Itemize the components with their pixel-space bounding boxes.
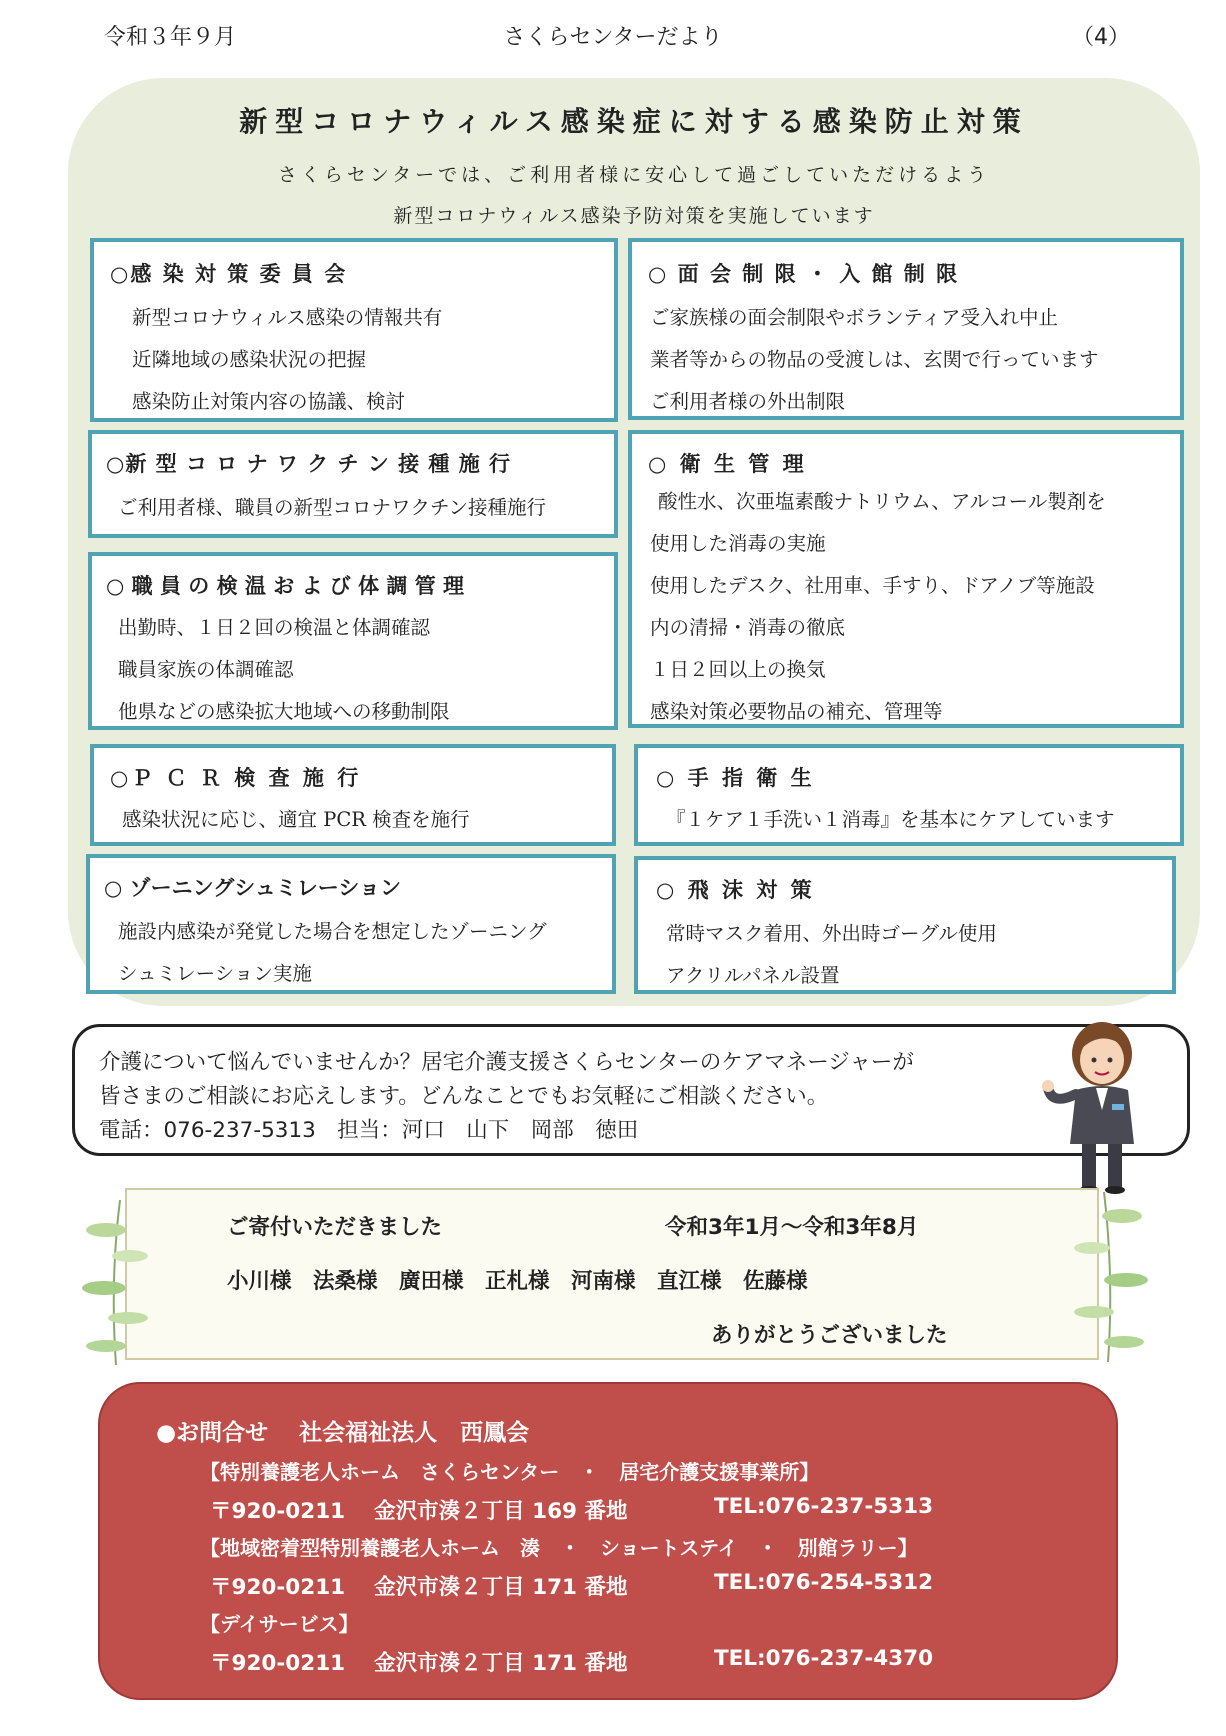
- contact-address-1: 〒920-0211 金沢市湊２丁目 169 番地: [210, 1499, 628, 1524]
- box-title: ○ ゾーニングシュミレーション: [104, 876, 401, 900]
- box-infection-committee: [90, 238, 618, 422]
- box-zoning: [86, 854, 616, 994]
- box-vaccination: [88, 430, 618, 538]
- donation-heading: ご寄付いただきました: [227, 1215, 443, 1240]
- contact-org-1: 【特別養護老人ホーム さくらセンター ・ 居宅介護支援事業所】: [200, 1460, 820, 1484]
- box-title: ○ 手 指 衛 生: [656, 766, 815, 790]
- left-leg: [1082, 1144, 1096, 1188]
- newsletter-title: さくらセンターだより: [503, 25, 723, 50]
- left-leaf-decoration: [80, 1190, 150, 1370]
- box-line: シュミレーション実施: [118, 962, 312, 985]
- intro-line-2: 新型コロナウィルス感染予防対策を実施しています: [393, 205, 875, 227]
- box-line: ご利用者様、職員の新型コロナワクチン接種施行: [118, 496, 547, 519]
- box-line: ご利用者様の外出制限: [650, 390, 846, 413]
- right-eye: [1108, 1058, 1113, 1063]
- box-staff-health: [88, 552, 618, 730]
- leaf-shape: [1104, 1273, 1148, 1287]
- left-eye: [1092, 1058, 1097, 1063]
- box-line: 職員家族の体調確認: [118, 658, 294, 681]
- box-line: 出勤時、１日２回の検温と体調確認: [118, 616, 431, 639]
- box-title: ○ 衛 生 管 理: [648, 452, 807, 476]
- box-line: 内の清掃・消毒の徹底: [650, 616, 846, 639]
- box-line: 施設内感染が発覚した場合を想定したゾーニング: [118, 920, 547, 943]
- contact-heading: ●お問合せ 社会福祉法人 西鳳会: [156, 1420, 530, 1446]
- contact-box: [98, 1382, 1118, 1700]
- page-number: （4）: [1072, 25, 1130, 50]
- contact-tel-2: TEL:076-254-5312: [714, 1570, 934, 1595]
- leaf-shape: [108, 1312, 148, 1324]
- consult-line-2: 皆さまのご相談にお応えします。どんなことでもお気軽にご相談ください。: [99, 1084, 829, 1109]
- header-date: 令和３年９月: [104, 25, 237, 50]
- main-title: 新型コロナウィルス感染症に対する感染防止対策: [239, 105, 1029, 138]
- contact-tel-1: TEL:076-237-5313: [714, 1494, 934, 1519]
- box-line: 使用した消毒の実施: [650, 532, 826, 555]
- leaf-shape: [1074, 1306, 1114, 1318]
- box-line: 業者等からの物品の受渡しは、玄関で行っています: [650, 348, 1099, 371]
- box-droplet: [634, 856, 1176, 994]
- box-visit-restrictions: [628, 238, 1184, 420]
- donation-frame: [125, 1188, 1099, 1360]
- box-line: 他県などの感染拡大地域への移動制限: [118, 700, 450, 723]
- donation-thanks: ありがとうございました: [711, 1323, 948, 1348]
- box-hand-hygiene: [634, 744, 1184, 846]
- box-title: ○ 面 会 制 限 ・ 入 館 制 限: [648, 262, 960, 286]
- consult-line-1: 介護について悩んでいませんか？居宅介護支援さくらセンターのケアマネージャーが: [99, 1050, 914, 1075]
- leaf-shape: [86, 1223, 126, 1237]
- badge-shape: [1112, 1104, 1124, 1110]
- leaf-shape: [1074, 1242, 1110, 1254]
- box-hygiene: [628, 430, 1184, 728]
- contact-tel-3: TEL:076-237-4370: [714, 1646, 934, 1671]
- contact-org-2: 【地域密着型特別養護老人ホーム 湊 ・ ショートステイ ・ 別館ラリー】: [200, 1536, 918, 1560]
- consult-phone: 電話：076-237-5313 担当：河口 山下 岡部 徳田: [99, 1118, 639, 1143]
- box-pcr: [90, 744, 616, 846]
- box-line: 新型コロナウィルス感染の情報共有: [132, 306, 443, 329]
- box-line: 近隣地域の感染状況の把握: [132, 348, 367, 371]
- box-line: 感染対策必要物品の補充、管理等: [650, 700, 943, 723]
- donation-period: 令和3年1月～令和3年8月: [665, 1215, 919, 1240]
- box-title: ○ 飛 沫 対 策: [656, 878, 815, 902]
- contact-org-3: 【デイサービス】: [200, 1612, 359, 1636]
- box-title: ○新 型 コ ロ ナ ワ ク チ ン 接 種 施 行: [106, 452, 512, 476]
- intro-line-1: さくらセンターでは、ご利用者様に安心して過ごしていただけるよう: [277, 164, 991, 186]
- leaf-shape: [86, 1340, 126, 1352]
- box-line: 感染防止対策内容の協議、検討: [132, 390, 406, 413]
- box-line: 酸性水、次亜塩素酸ナトリウム、アルコール製剤を: [658, 490, 1106, 513]
- hand-shape: [1042, 1080, 1054, 1092]
- box-line: １日２回以上の換気: [650, 658, 826, 681]
- box-line: 使用したデスク、社用車、手すり、ドアノブ等施設: [650, 574, 1095, 597]
- box-title: ○ 職 員 の 検 温 お よ び 体 調 管 理: [106, 574, 465, 598]
- box-line: 『１ケア１手洗い１消毒』を基本にケアしています: [666, 808, 1115, 831]
- box-line: アクリルパネル設置: [666, 964, 840, 987]
- leaf-shape: [1102, 1209, 1142, 1223]
- box-title: ○感 染 対 策 委 員 会: [110, 262, 348, 286]
- leaf-shape: [112, 1250, 148, 1262]
- leaf-shape: [1104, 1336, 1144, 1348]
- box-line: ご家族様の面会制限やボランティア受入れ中止: [650, 306, 1058, 329]
- box-title: ○Ｐ Ｃ Ｒ 検 査 施 行: [110, 766, 362, 790]
- right-leaf-decoration: [1070, 1186, 1150, 1366]
- right-leg: [1108, 1144, 1122, 1188]
- contact-address-2: 〒920-0211 金沢市湊２丁目 171 番地: [210, 1575, 628, 1600]
- box-line: 常時マスク着用、外出時ゴーグル使用: [666, 922, 997, 945]
- leaf-shape: [82, 1281, 126, 1295]
- consultation-box: [72, 1024, 1190, 1156]
- box-line: 感染状況に応じ、適宜 PCR 検査を施行: [122, 808, 470, 831]
- contact-address-3: 〒920-0211 金沢市湊２丁目 171 番地: [210, 1651, 628, 1676]
- donor-list: 小川様 法桑様 廣田様 正札様 河南様 直江様 佐藤様: [227, 1269, 808, 1294]
- care-manager-illustration: [1040, 1014, 1160, 1194]
